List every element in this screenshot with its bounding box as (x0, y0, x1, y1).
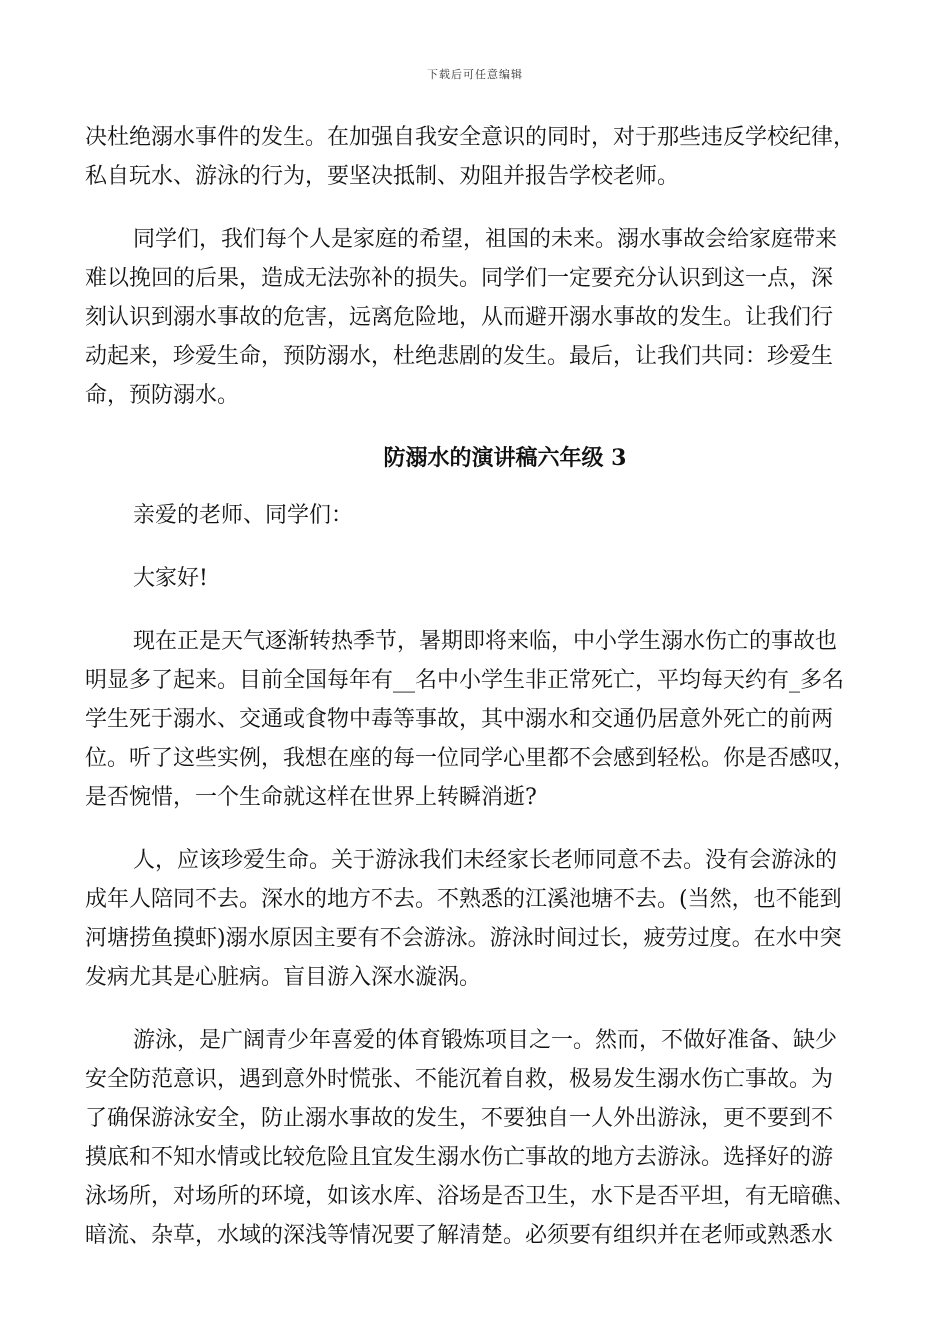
page-header: 下载后可任意编辑 (427, 68, 523, 81)
text-line: 位。听了这些实例，我想在座的每一位同学心里都不会感到轻松。你是否感叹， (85, 746, 856, 771)
text-line: 泳场所，对场所的环境，如该水库、浴场是否卫生，水下是否平坦，有无暗礁、 (85, 1184, 856, 1209)
text-line: 亲爱的老师、同学们： (133, 503, 354, 528)
text-line: 刻认识到溺水事故的危害，远离危险地，从而避开溺水事故的发生。让我们行 (85, 305, 834, 330)
text-line: 暗流、杂草，水域的深浅等情况要了解清楚。必须要有组织并在老师或熟悉水 (85, 1223, 834, 1248)
text-line: 现在正是天气逐渐转热季节，暑期即将来临，中小学生溺水伤亡的事故也 (133, 629, 838, 654)
paragraph (85, 1021, 865, 1255)
text-line: 人，应该珍爱生命。关于游泳我们未经家长老师同意不去。没有会游泳的 (133, 848, 838, 873)
paragraph (85, 841, 865, 997)
text-line: 了确保游泳安全，防止溺水事故的发生，不要独自一人外出游泳，更不要到不 (85, 1106, 834, 1131)
text-line: 发病尤其是心脏病。盲目游入深水漩涡。 (85, 965, 482, 990)
text-line: 动起来，珍爱生命，预防溺水，杜绝悲剧的发生。最后，让我们共同：珍爱生 (85, 344, 834, 369)
text-line: 游泳，是广阔青少年喜爱的体育锻炼项目之一。然而，不做好准备、缺少 (133, 1028, 838, 1053)
text-line: 命，预防溺水。 (85, 383, 240, 408)
section-heading: 防溺水的演讲稿六年级 3 (383, 445, 627, 471)
text-line: 大家好! (133, 566, 208, 591)
text-line: 同学们，我们每个人是家庭的希望，祖国的未来。溺水事故会给家庭带来 (133, 227, 838, 252)
paragraph (85, 118, 865, 196)
text-line: 安全防范意识，遇到意外时慌张、不能沉着自救，极易发生溺水伤亡事故。为 (85, 1067, 834, 1092)
text-line: 成年人陪同不去。深水的地方不去。不熟悉的江溪池塘不去。(当然，也不能到 (85, 887, 842, 912)
greeting (85, 559, 865, 598)
paragraph (85, 622, 865, 817)
text-line: 难以挽回的后果，造成无法弥补的损失。同学们一定要充分认识到这一点，深 (85, 266, 834, 291)
document-body (85, 118, 865, 1279)
text-line: 学生死于溺水、交通或食物中毒等事故，其中溺水和交通仍居意外死亡的前两 (85, 707, 834, 732)
paragraph (85, 220, 865, 415)
text-line: 决杜绝溺水事件的发生。在加强自我安全意识的同时，对于那些违反学校纪律， (85, 125, 856, 150)
text-line: 摸底和不知水情或比较危险且宜发生溺水伤亡事故的地方去游泳。选择好的游 (85, 1145, 834, 1170)
text-line: 河塘捞鱼摸虾)溺水原因主要有不会游泳。游泳时间过长，疲劳过度。在水中突 (85, 926, 842, 951)
text-line: 明显多了起来。目前全国每年有__名中小学生非正常死亡，平均每天约有_多名 (85, 668, 845, 693)
text-line: 私自玩水、游泳的行为，要坚决抵制、劝阻并报告学校老师。 (85, 164, 680, 189)
text-line: 是否惋惜，一个生命就这样在世界上转瞬消逝? (85, 785, 537, 810)
greeting (85, 496, 865, 535)
